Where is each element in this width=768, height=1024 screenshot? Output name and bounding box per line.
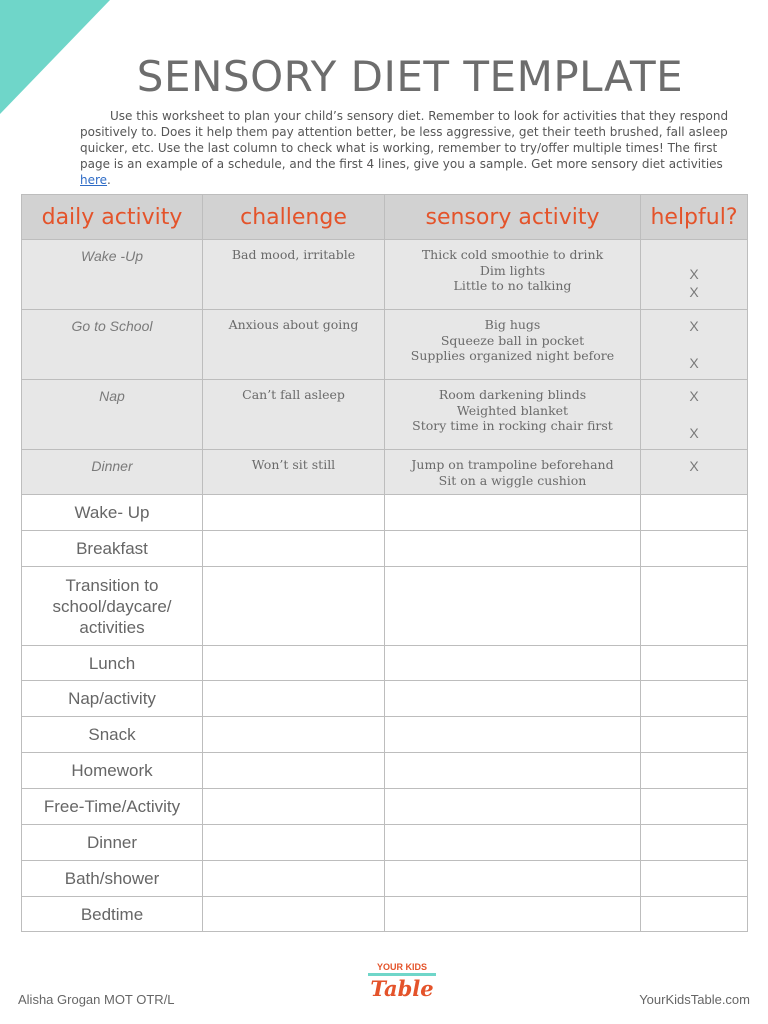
sensory-line: Weighted blanket (456, 402, 569, 418)
your-kids-table-logo (362, 962, 442, 1008)
sensory-line: Story time in rocking chair first (412, 418, 613, 433)
helpful-mark: X (689, 425, 699, 441)
sensory-line: Big hugs (484, 317, 541, 332)
author-credit: Alisha Grogan MOT OTR/L (18, 992, 175, 1007)
sensory-cell[interactable] (385, 531, 641, 567)
sample-sensory (385, 450, 641, 495)
helpful-cell[interactable] (641, 495, 748, 531)
row-activity-label: Wake- Up (22, 495, 203, 531)
row-activity-label: Dinner (22, 825, 203, 861)
row-activity-label: Snack (22, 717, 203, 753)
challenge-cell[interactable] (203, 789, 385, 825)
helpful-mark: X (689, 355, 699, 371)
sample-activity: Nap (22, 380, 203, 450)
row-activity-label: Bedtime (22, 897, 203, 932)
header-sensory-activity: sensory activity (385, 195, 641, 240)
sample-row (22, 240, 748, 310)
sensory-diet-table (21, 194, 748, 932)
blank-row (22, 753, 748, 789)
sample-sensory (385, 310, 641, 380)
sensory-line: Jump on trampoline beforehand (411, 457, 614, 472)
blank-row (22, 531, 748, 567)
sample-activity: Wake -Up (22, 240, 203, 310)
challenge-cell[interactable] (203, 567, 385, 646)
sensory-line: Dim lights (479, 262, 546, 278)
helpful-mark: X (689, 458, 699, 474)
sample-challenge: Bad mood, irritable (203, 240, 385, 310)
intro-text: Use this worksheet to plan your child’s sensory diet. Remember to look for activities that they respond positively to. Does it help them pay attention better, be less aggressive, get their teeth brushed, fall asleep quicker, etc. Use the last column to check what is working, remember to try/offer multiple times! The first page is an example of a schedule, and the first 4 lines, give you a sample. Get more sensory diet activities (80, 109, 729, 171)
blank-row (22, 897, 748, 932)
blank-row (22, 495, 748, 531)
helpful-cell[interactable] (641, 567, 748, 646)
helpful-cell[interactable] (641, 897, 748, 932)
sample-helpful (641, 310, 748, 380)
intro-paragraph (80, 108, 730, 188)
blank-row (22, 567, 748, 646)
helpful-cell[interactable] (641, 861, 748, 897)
sensory-cell[interactable] (385, 681, 641, 717)
sensory-cell[interactable] (385, 495, 641, 531)
sample-row (22, 380, 748, 450)
blank-row (22, 861, 748, 897)
sensory-cell[interactable] (385, 753, 641, 789)
sample-challenge: Won’t sit still (203, 450, 385, 495)
row-activity-label: Nap/activity (22, 681, 203, 717)
sensory-line: Sit on a wiggle cushion (438, 472, 587, 488)
blank-row (22, 717, 748, 753)
blank-row (22, 646, 748, 681)
sample-helpful (641, 450, 748, 495)
website-link[interactable]: YourKidsTable.com (639, 992, 750, 1007)
sensory-line: Room darkening blinds (438, 387, 587, 402)
sensory-cell[interactable] (385, 789, 641, 825)
row-activity-label: Lunch (22, 646, 203, 681)
helpful-mark: X (689, 266, 699, 282)
header-challenge: challenge (203, 195, 385, 240)
sensory-cell[interactable] (385, 825, 641, 861)
header-daily-activity: daily activity (22, 195, 203, 240)
helpful-cell[interactable] (641, 531, 748, 567)
sample-sensory (385, 240, 641, 310)
sample-sensory (385, 380, 641, 450)
helpful-mark: X (689, 388, 699, 404)
sample-activity: Go to School (22, 310, 203, 380)
row-activity-label: Bath/shower (22, 861, 203, 897)
logo-main-text: Table (370, 976, 434, 1001)
row-activity-label: Homework (22, 753, 203, 789)
blank-row (22, 789, 748, 825)
blank-row (22, 681, 748, 717)
sample-row (22, 310, 748, 380)
header-helpful: helpful? (641, 195, 748, 240)
sensory-line: Thick cold smoothie to drink (421, 247, 604, 262)
row-activity-label: Transition to school/daycare/ activities (22, 567, 203, 646)
sensory-line: Supplies organized night before (410, 348, 615, 363)
helpful-mark: X (689, 318, 699, 334)
header-row (22, 195, 748, 240)
challenge-cell[interactable] (203, 495, 385, 531)
challenge-cell[interactable] (203, 717, 385, 753)
page-title: SENSORY DIET TEMPLATE (136, 52, 684, 101)
sensory-cell[interactable] (385, 897, 641, 932)
logo-top-text: YOUR KIDS (376, 962, 427, 972)
sample-helpful (641, 380, 748, 450)
helpful-cell[interactable] (641, 753, 748, 789)
helpful-mark: X (689, 284, 699, 300)
sample-helpful (641, 240, 748, 310)
sensory-line: Little to no talking (453, 278, 572, 293)
challenge-cell[interactable] (203, 531, 385, 567)
sample-activity: Dinner (22, 450, 203, 495)
challenge-cell[interactable] (203, 897, 385, 932)
helpful-cell[interactable] (641, 646, 748, 681)
intro-end: . (107, 173, 111, 187)
sample-challenge: Can’t fall asleep (203, 380, 385, 450)
challenge-cell[interactable] (203, 753, 385, 789)
challenge-cell[interactable] (203, 681, 385, 717)
sensory-cell[interactable] (385, 717, 641, 753)
challenge-cell[interactable] (203, 825, 385, 861)
sensory-cell[interactable] (385, 861, 641, 897)
sensory-cell[interactable] (385, 646, 641, 681)
helpful-cell[interactable] (641, 825, 748, 861)
helpful-cell[interactable] (641, 789, 748, 825)
more-activities-link[interactable]: here (80, 173, 108, 187)
sample-challenge: Anxious about going (203, 310, 385, 380)
blank-row (22, 825, 748, 861)
sensory-line: Squeeze ball in pocket (440, 332, 585, 348)
row-activity-label: Breakfast (22, 531, 203, 567)
sensory-cell[interactable] (385, 567, 641, 646)
row-activity-label: Free-Time/Activity (22, 789, 203, 825)
helpful-cell[interactable] (641, 717, 748, 753)
helpful-cell[interactable] (641, 681, 748, 717)
sample-row (22, 450, 748, 495)
challenge-cell[interactable] (203, 861, 385, 897)
challenge-cell[interactable] (203, 646, 385, 681)
